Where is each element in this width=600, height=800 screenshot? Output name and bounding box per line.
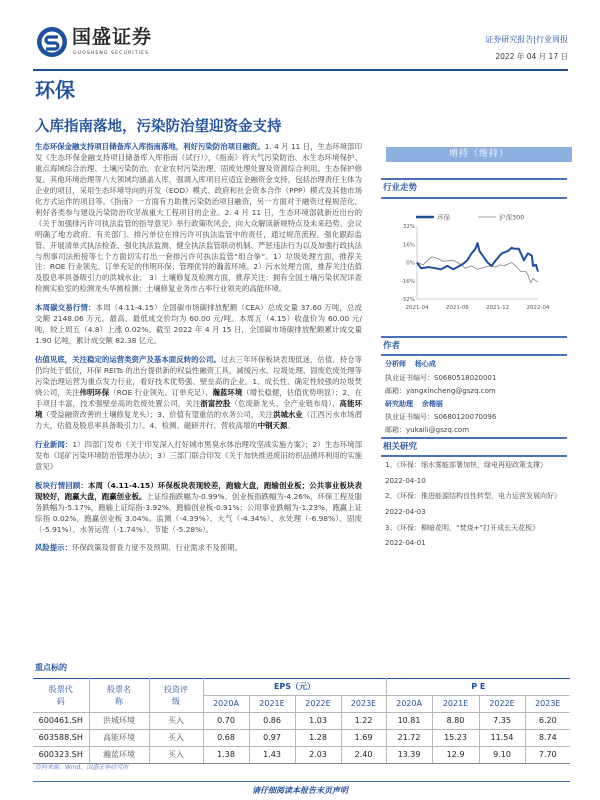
divider <box>381 197 567 199</box>
x-tick-label: 2021-08 <box>445 305 469 311</box>
series-line-huanbao <box>417 243 538 272</box>
key-stocks-title: 重点标的 <box>35 663 67 672</box>
table-row <box>33 713 570 730</box>
stock-highlight: 伟明环保 <box>79 388 110 398</box>
eps-value: 0.86 <box>249 713 295 730</box>
stock-rating: 买入 <box>149 713 203 730</box>
report-body <box>35 142 362 562</box>
paragraph-policy: 生态环保金融支持项目储备库入库指南落地，利好污染防治项目融资。1. 4 月 11 日，生态环境部印发《生态环保金融支持项目储备库入库指南（试行）》，《指南》将大气污染防治、水生态环境保护、重点海域综合治理、土壤污染防治、农业农村污染治理、固废处理处置及资源综合利用、生态保护修复、其他环境治理等八大领域均涵盖入库，强调入库项目应适宜金融资金支持，包括治理责任主体为企业的项目，采用生态环境导向的开发（EOD）模式、政府和社会资本合作（PPP）模式及其他市场化方式运作的项目等。《指南》一方面有力助推污染防治项目融资，另一方面对于融资过程规范化，利好各类参与建设污染防治攻坚战重大工程项目的企业。2. 4 月 11 日，生态环境部就新近出台的《关于加强排污许可执法监管的指导意见》举行政策吹风会，向大众解读新规特点及未来趋势。会议明确了地方政府、有关部门、排污单位在排污许可执法监管中的责任，通过规范流程、强化跟踪监管、开展清单式执法检查、强化执法监测、健全执法监管联动机制、严惩违法行为以及加强行政执法与刑事司法衔接等七个方面切实打出一套排污许可执法监管“组合拳”。1）垃圾处理方面，推荐关注：ROE 行业领先、订单充足的伟明环保；管理优异的瀚蓝环境。2）污水处理方面，推荐关注估值及股息率具备吸引力的洪城水业； 3）土壤修复及检测方面，推荐关注：拥有全国土壤污染状况详查检测实验室的检测龙头华测检测；土壤修复业务市占率行业领先的高能环境。 <box>35 142 362 294</box>
report-type: 证券研究报告|行业周报 <box>485 35 568 44</box>
header-name: 股票名称 <box>89 679 149 713</box>
series-line-hs300 <box>417 257 538 283</box>
eps-value: 1.69 <box>341 730 386 747</box>
header-year: 2022E <box>295 696 341 713</box>
divider <box>381 437 567 439</box>
related-report-date: 2022-04-10 <box>385 477 426 485</box>
stock-highlight: 洪城水业 <box>273 409 303 419</box>
stock-highlight: 浙富控股 <box>200 398 231 408</box>
related-report-date: 2022-04-03 <box>385 508 426 516</box>
pe-value: 7.35 <box>479 713 525 730</box>
stock-code: 600323.SH <box>33 747 89 764</box>
paragraph-market-review: 板块行情回顾：本周（4.11-4.15）环保板块表现较差，跑输大盘，跑输创业板；公共事业板块表现较好，跑赢大盘，跑赢创业板。上证综指跌幅为-0.99%、创业板指跌幅为-4.26%，环保工程及服务跌幅为-5.17%，跑输上证综指-3.92%，跑输创业板-0.91%；公用事业跌幅为-1.23%，跑赢上证综指 0.02%，跑赢创业板 3.04%。监测（-4.39%）、大气（-4.34%）、水处理（-6.98%）、固废（-5.91%）、水务运营（-1.74%）、节能（-5.28%）。 <box>35 480 362 534</box>
eps-value: 2.03 <box>295 747 341 764</box>
stock-highlight: 高能环境 <box>35 398 362 419</box>
footer-divider <box>33 781 570 782</box>
divider <box>381 336 567 338</box>
stock-rating: 买入 <box>149 730 203 747</box>
industry-trend-chart <box>392 208 562 316</box>
eps-value: 0.70 <box>203 713 249 730</box>
data-source: 资料来源：Wind，国盛证券研究所 <box>35 764 129 771</box>
author-email[interactable]: 邮箱：yangxincheng@gszq.com <box>385 387 496 395</box>
eps-value: 1.03 <box>295 713 341 730</box>
stock-name: 高能环境 <box>89 730 149 747</box>
pe-value: 13.39 <box>386 747 432 764</box>
pe-value: 8.74 <box>525 730 570 747</box>
header-year: 2023E <box>341 696 386 713</box>
related-report-link[interactable]: 3、《环保：柳暗花明，“焚烧+”打开成长天花板》 <box>385 524 540 532</box>
eps-value: 2.40 <box>341 747 386 764</box>
legend-label-hs300: 沪深300 <box>499 213 525 222</box>
related-report-link[interactable]: 2、《环保：推进能源结构良性转型，电力运营发展向好》 <box>385 492 561 500</box>
stock-highlight: 中钢天源 <box>257 420 288 430</box>
logo-subtext: GUOSHENG SECURITIES <box>73 51 150 56</box>
report-title: 入库指南落地，污染防治望迎资金支持 <box>35 119 282 135</box>
author-cert: 执业证书编号：S0680518020001 <box>385 374 497 382</box>
eps-value: 1.43 <box>249 747 295 764</box>
paragraph-risk: 风险提示：环保政策及督查力度不及预期、行业需求不及预期。 <box>35 543 242 553</box>
stock-highlight: 瀚蓝环境 <box>212 388 243 398</box>
related-report-link[interactable]: 1、《环保：细水雾能部署加快，绿电再迎政策支撑》 <box>385 461 547 469</box>
table-row <box>33 747 570 764</box>
divider <box>381 455 567 457</box>
pe-value: 6.20 <box>525 713 570 730</box>
logo-text: 国盛证券 <box>72 26 153 48</box>
header-code: 股票代码 <box>33 679 89 713</box>
paragraph-industry-news: 行业新闻：1）四部门发布《关于印发深入打好城市黑臭水体治理攻坚战实施方案》；2）生态环境部发布《尾矿污染环境防治管理办法》；3）三部门联合印发《关于加快推进废旧纺织品循环利用的实施意见》 <box>35 439 362 471</box>
paragraph-valuation: 估值见底，关注稳定的运营类资产及基本面反转的公司。过去三年环保板块表现低迷，估值、持仓等仍均处于低位，环保 REITs 的出台提供新的权益性融资工具，减缓污水、垃圾处理、固废危废处理等污染治理运营为重点发力行业，看好技术优势强、壁垒高的企业。1、成长性、确定性较强的垃圾焚烧公司，关注伟明环保（ROE 行业领先、订单充足）、瀚蓝环境（增长稳健，估值优势明显）；2、在手项目丰富，技术强壁垒高的危废处置公司，关注浙富控股（危废新龙头、全产业链布局）、高能环境（受益融资改善的土壤修复龙头）；3、价值有望重估的水务公司，关注洪城水业（江西污水市场潜力大，估值及股息率具备吸引力）。4、检测、磁研并行、营收高增的中钢天源。 <box>35 355 362 430</box>
stock-code: 600461.SH <box>33 713 89 730</box>
footer-disclaimer: 请仔细阅读本报告末页声明 <box>252 786 348 795</box>
pe-value: 21.72 <box>386 730 432 747</box>
author-analyst: 分析师 杨心成 <box>385 360 436 368</box>
pe-value: 7.70 <box>525 747 570 764</box>
pe-value: 8.80 <box>432 713 479 730</box>
header-year: 2022E <box>479 696 525 713</box>
header-year: 2023E <box>525 696 570 713</box>
divider <box>381 354 567 356</box>
eps-value: 0.97 <box>249 730 295 747</box>
pe-value: 12.9 <box>432 747 479 764</box>
sector-title: 环保 <box>35 78 75 102</box>
y-tick-label: 0% <box>406 260 415 267</box>
eps-value: 1.28 <box>295 730 341 747</box>
company-logo <box>36 26 156 60</box>
stock-name: 洪城环境 <box>89 713 149 730</box>
author-cert: 执业证书编号：S0680120070096 <box>385 413 497 421</box>
y-tick-label: 32% <box>402 224 415 230</box>
header-year: 2021E <box>249 696 295 713</box>
rating-badge: 增持（维持） <box>386 147 572 162</box>
y-tick-label: 16% <box>402 242 415 249</box>
stock-rating: 买入 <box>149 747 203 764</box>
header-year: 2020A <box>203 696 249 713</box>
stock-code: 603588.SH <box>33 730 89 747</box>
header-year: 2021E <box>432 696 479 713</box>
stock-name: 瀚蓝环境 <box>89 747 149 764</box>
header-year: 2020A <box>386 696 432 713</box>
header-divider <box>33 69 568 71</box>
pe-value: 10.81 <box>386 713 432 730</box>
paragraph-carbon-market: 本周碳交易行情：本周（4.11-4.15）全国碳市场碳排放配额（CEA）总成交量 37.60 万吨，总成交额 2148.06 万元。最高、最低成交价均为 60.00 元/吨。本周五（4.15）收盘价为 60.00 元/吨，较上周五（4.8）上涨 0.02%。截至 2022 年 4 月 15 日，全国碳市场碳排放配额累计成交量 1.90 亿吨，累计成交额 82.38 亿元。 <box>35 303 362 346</box>
divider <box>381 178 567 180</box>
x-tick-label: 2021-12 <box>486 305 510 311</box>
eps-value: 1.22 <box>341 713 386 730</box>
y-tick-label: -32% <box>400 297 415 303</box>
key-stocks-table <box>33 678 570 764</box>
trend-title: 行业走势 <box>383 183 418 193</box>
author-assistant: 研究助理 余楷丽 <box>385 400 443 408</box>
pe-value: 11.54 <box>479 730 525 747</box>
eps-value: 1.38 <box>203 747 249 764</box>
table-row <box>33 730 570 747</box>
authors-title: 作者 <box>383 341 401 351</box>
related-title: 相关研究 <box>383 442 418 452</box>
pe-value: 15.23 <box>432 730 479 747</box>
eps-value: 0.68 <box>203 730 249 747</box>
x-tick-label: 2022-04 <box>526 305 550 311</box>
y-tick-label: -16% <box>400 278 415 285</box>
header-eps: EPS（元） <box>203 679 386 696</box>
pe-value: 9.10 <box>479 747 525 764</box>
related-report-date: 2022-04-01 <box>385 539 426 547</box>
logo-mark-icon <box>36 26 68 58</box>
author-email[interactable]: 邮箱：yukaili@gszq.com <box>385 426 470 434</box>
legend-label-huanbao: 环保 <box>437 213 450 222</box>
report-date: 2022 年 04 月 17 日 <box>495 52 568 61</box>
chart-legend <box>416 213 524 222</box>
header-rating: 投资评级 <box>149 679 203 713</box>
x-tick-label: 2021-04 <box>405 305 429 311</box>
header-pe: P E <box>386 679 570 696</box>
